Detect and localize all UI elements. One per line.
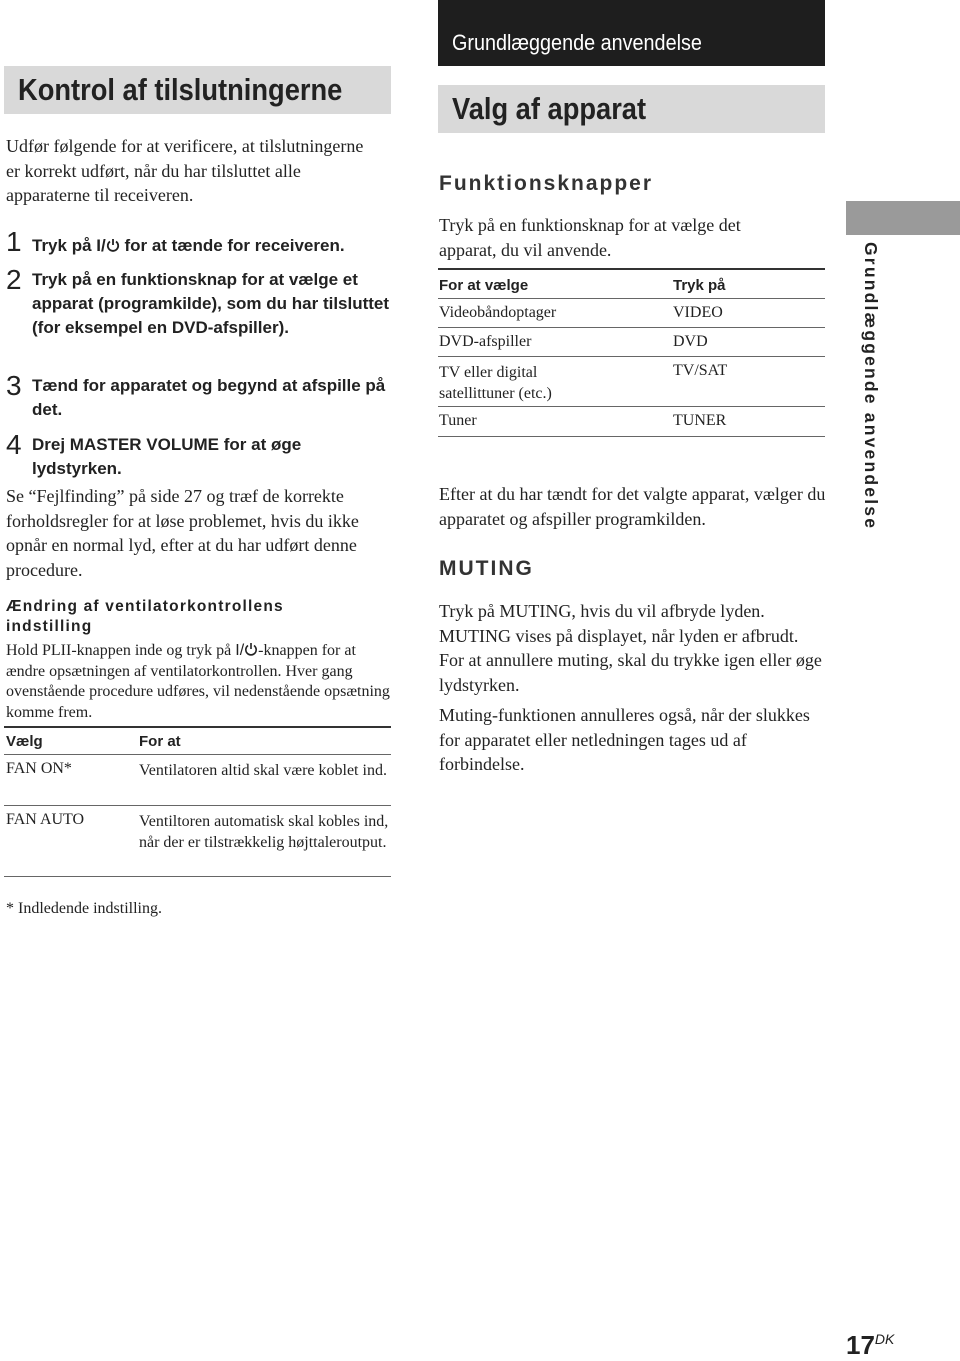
fan-col-header-select: Vælg: [6, 733, 43, 750]
side-tab-label: Grundlæggende anvendelse: [861, 242, 881, 531]
function-button-name: DVD: [673, 333, 708, 350]
function-button-name: TV/SAT: [673, 362, 728, 379]
func-col-header-press: Tryk på: [673, 277, 726, 294]
chapter-header-bar: [438, 0, 825, 66]
device-name: Tuner: [439, 412, 477, 429]
fan-subheading: Ændring af ventilatorkontrollens indstilling: [6, 598, 284, 635]
page-number: [846, 1330, 894, 1361]
standby-icon: [106, 238, 120, 252]
footnote: * Indledende indstilling.: [6, 900, 162, 917]
fan-table-header: [4, 728, 391, 755]
fan-paragraph: Hold PLII-knappen inde og tryk på I/ -knappen for at ændre opsætningen af ventilatorkontrollen. Hver gang ovenstående procedure udføres, vil nedenstående opsætning komme frem.: [6, 642, 390, 721]
standby-icon: [244, 642, 258, 656]
step-4: [6, 429, 391, 481]
power-icon: I/: [96, 236, 106, 255]
func-after: Efter at du har tændt for det valgte apparat, vælger du apparatet og afspiller programkilden.: [439, 484, 826, 529]
fan-option: FAN ON*: [6, 760, 72, 777]
func-col-header-select: For at vælge: [439, 277, 529, 294]
muting-paragraph-2: Muting-funktionen annulleres også, når der slukkes for apparatet eller netledningen tages ud af forbindelse.: [439, 705, 810, 774]
intro-paragraph: Udfør følgende for at verificere, at tilslutningerne er korrekt udført, når du har tilsluttet alle apparaterne til receiveren.: [6, 136, 364, 205]
func-intro: Tryk på en funktionsknap for at vælge det apparat, du vil anvende.: [439, 215, 741, 260]
step-1: [6, 226, 396, 258]
step-number: 4: [6, 429, 22, 460]
side-tab-marker: [846, 201, 960, 235]
section-title-bar: [438, 85, 825, 133]
page-number-suffix: DK: [874, 1331, 895, 1347]
table-row: [438, 328, 825, 357]
function-button-name: VIDEO: [673, 304, 723, 321]
power-icon: I/: [235, 642, 245, 659]
fan-table: [4, 726, 391, 877]
step-text: Tænd for apparatet og begynd at afspille på det.: [32, 376, 386, 419]
table-row: [438, 299, 825, 328]
device-name: DVD-afspiller: [439, 333, 532, 350]
step-text: Tryk på en funktionsknap for at vælge et apparat (programkilde), som du har tilsluttet (for eksempel en DVD-afspiller).: [32, 270, 390, 337]
muting-heading: MUTING: [439, 557, 534, 580]
function-button-name: TUNER: [673, 412, 727, 429]
func-table: [438, 268, 825, 437]
table-row: [4, 755, 391, 806]
chapter-header-title: Grundlæggende anvendelse: [452, 30, 702, 55]
section-title-bar: [4, 66, 391, 114]
device-name: TV eller digital satellittuner (etc.): [439, 364, 552, 402]
step-2: [6, 264, 391, 340]
table-row: [438, 357, 825, 407]
section-title: Valg af apparat: [452, 91, 647, 126]
step-text: Tryk på I/ for at tænde for receiveren.: [32, 236, 345, 255]
func-table-header: [438, 270, 825, 299]
section-title: Kontrol af tilslutningerne: [18, 72, 343, 107]
func-heading: Funktionsknapper: [439, 172, 654, 195]
step-number: 2: [6, 264, 22, 295]
step-number: 3: [6, 370, 22, 401]
fan-col-header-purpose: For at: [139, 733, 181, 750]
muting-paragraph-1: Tryk på MUTING, hvis du vil afbryde lyden. MUTING vises på displayet, når lyden er afbrudt. For at annullere muting, skal du trykke igen eller øge lydstyrken.: [439, 601, 822, 695]
table-row: [4, 806, 391, 877]
step-4-note: Se “Fejlfinding” på side 27 og træf de korrekte forholdsregler for at løse problemet, hvis du ikke opnår en normal lyd, efter at du har udført denne procedure.: [6, 486, 359, 580]
step-text: Drej MASTER VOLUME for at øge lydstyrken.: [32, 435, 302, 478]
fan-option: FAN AUTO: [6, 811, 85, 828]
fan-description: Ventiltoren automatisk skal kobles ind, når der er tilstrækkelig højttaleroutput.: [139, 813, 389, 851]
step-number: 1: [6, 226, 22, 257]
table-row: [438, 407, 825, 437]
step-3: [6, 370, 391, 422]
fan-description: Ventilatoren altid skal være koblet ind.: [139, 762, 387, 779]
page-number-value: 17: [846, 1330, 875, 1360]
device-name: Videobåndoptager: [439, 304, 557, 321]
